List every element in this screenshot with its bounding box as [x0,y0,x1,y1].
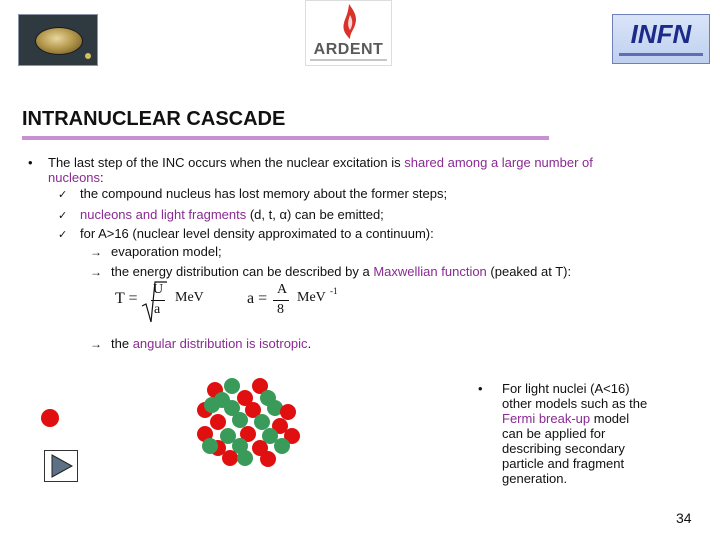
formula-t-den: a [154,302,161,317]
infn-logo [612,14,710,64]
side-bullet-marker: • [478,381,483,396]
formula-t-lhs: T = [115,290,138,307]
neutron [202,438,218,454]
proton [210,414,226,430]
arrow-highlight: Maxwellian function [373,264,487,279]
formula-a-exp: -1 [330,286,338,296]
side-bullet-text [502,381,702,486]
main-bullet-text-2: : [100,170,104,185]
fermi-breakup-highlight: Fermi break-up [502,411,591,426]
check-item [58,207,67,224]
side-line: generation. [502,471,568,486]
check-item-text [80,186,447,201]
check-icon: ✓ [58,229,68,241]
proton [280,404,296,420]
main-bullet-marker: • [28,155,33,170]
ardent-logo [305,0,392,66]
neutron [254,414,270,430]
check-item [58,186,67,203]
main-bullet-text: The last step of the INC occurs when the nuclear excitation is [48,155,405,170]
arrow-item [90,244,102,260]
formula-t-unit: MeV [175,290,204,305]
check-text: the compound nucleus has lost memory about the former steps; [80,186,448,201]
arrow-text: evaporation model; [111,244,222,259]
side-line: particle and fragment [502,456,625,471]
check-item [58,226,67,243]
main-bullet-line-1 [48,155,668,170]
check-highlight: nucleons and light fragments [80,207,247,222]
side-line: other models such as the [502,396,648,411]
neutron [232,412,248,428]
ardent-logo-rule [310,59,387,61]
arrow-right-icon: → [90,337,102,351]
check-item-text [80,207,384,222]
slide-title: INTRANUCLEAR CASCADE [22,108,286,130]
arrow-text-post: . [307,336,312,351]
formula-a-den: 8 [277,302,284,317]
infn-logo-text: INFN [630,19,692,49]
formula-t-num: U [153,282,164,297]
maxwell-formula [115,280,355,328]
arrow-item-text [111,264,571,279]
formula-a-lhs: a = [247,290,268,307]
flame-icon [338,3,360,41]
fraction-line [151,300,165,301]
main-bullet-highlight-2: nucleons [48,170,101,185]
arrow-text-post: (peaked at T): [486,264,572,279]
side-line: describing secondary [502,441,625,456]
check-icon: ✓ [58,210,68,222]
arrow-item-text [111,244,222,259]
check-icon: ✓ [58,189,68,201]
coin-icon [35,27,83,55]
arrow-right-icon: → [90,245,102,259]
formula-a-num: A [277,282,288,297]
formula-a-unit: MeV [297,290,326,305]
nucleus-cluster [197,378,300,467]
neutron [204,397,220,413]
arrow-text: the energy distribution can be described by a [111,264,374,279]
arrow-item [90,264,102,280]
check-text: for A>16 (nuclear level density approximated to a continuum): [80,226,434,241]
check-text: (d, t, α) can be emitted; [246,207,384,222]
main-bullet-highlight: shared among a large number of [404,155,593,170]
proton [222,450,238,466]
side-line [502,411,702,426]
neutron [237,450,253,466]
side-line: can be applied for [502,426,606,441]
side-line-post: model [590,411,630,426]
dot-icon [85,53,91,59]
arrow-item-text [111,336,311,351]
neutron [274,438,290,454]
arrow-text: the [111,336,133,351]
proton [260,451,276,467]
page-number: 34 [676,510,692,526]
neutron [224,378,240,394]
check-item-text [80,226,434,241]
side-line: For light nuclei (A<16) [502,381,630,396]
play-button[interactable] [44,450,78,482]
emitted-proton [41,409,59,427]
ardent-logo-text: ARDENT [313,41,384,58]
title-underline [22,136,549,140]
arrow-highlight: angular distribution is isotropic [132,336,308,351]
arrow-right-icon: → [90,265,102,279]
play-icon [45,451,77,481]
left-logo [18,14,98,66]
fraction-line [273,300,289,301]
infn-logo-rule [619,53,703,56]
arrow-item [90,336,102,352]
main-bullet-line-2 [48,170,104,185]
